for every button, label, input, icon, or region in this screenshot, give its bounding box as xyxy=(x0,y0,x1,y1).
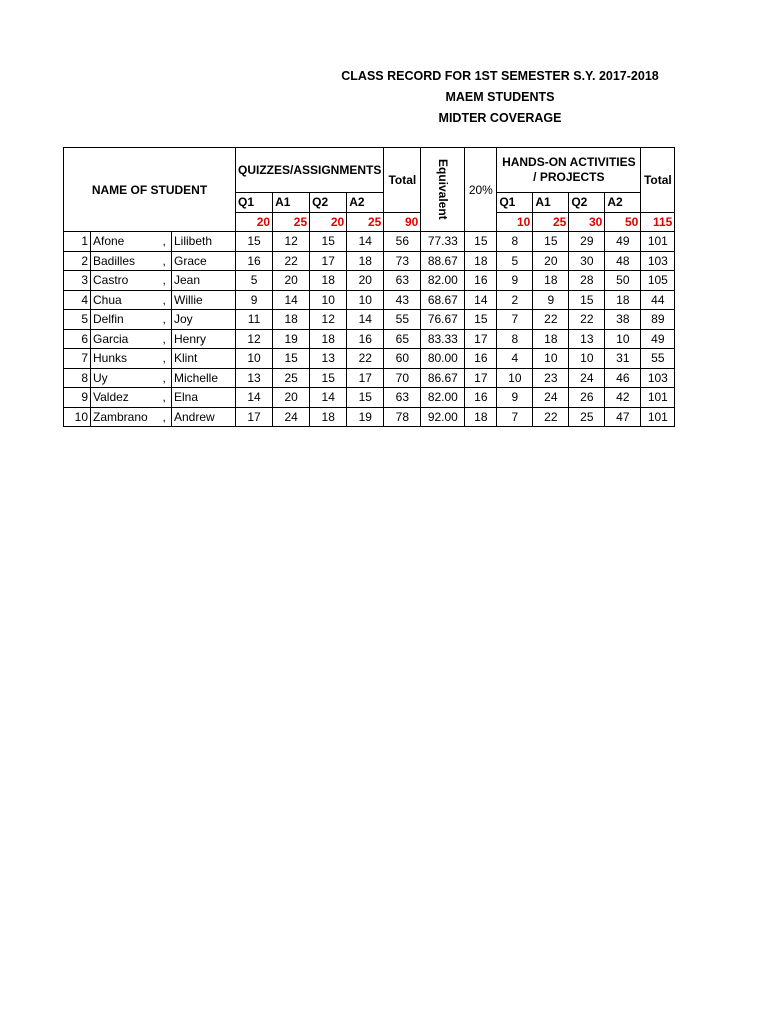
student-rows xyxy=(64,232,675,427)
score-ho-q2: 25 xyxy=(569,407,605,427)
score-ho-a2: 10 xyxy=(605,329,641,349)
score-qa-a2: 20 xyxy=(347,271,384,291)
score-qa-total: 78 xyxy=(384,407,421,427)
score-ho-q1: 7 xyxy=(497,407,533,427)
score-qa-total: 56 xyxy=(384,232,421,252)
score-qa-a1: 24 xyxy=(273,407,310,427)
score-qa-q2: 18 xyxy=(310,271,347,291)
score-qa-a2: 18 xyxy=(347,251,384,271)
student-number: 2 xyxy=(64,251,91,271)
student-number: 7 xyxy=(64,349,91,369)
student-row xyxy=(64,232,675,252)
student-first-name: Klint xyxy=(172,349,236,369)
score-qa-a1: 18 xyxy=(273,310,310,330)
max-qa-a1: 25 xyxy=(273,212,310,232)
score-equivalent: 82.00 xyxy=(421,271,465,291)
max-ho-a2: 50 xyxy=(605,212,641,232)
score-ho-q1: 9 xyxy=(497,271,533,291)
score-qa-q2: 10 xyxy=(310,290,347,310)
score-qa-q1: 9 xyxy=(236,290,273,310)
student-row xyxy=(64,349,675,369)
score-qa-q2: 12 xyxy=(310,310,347,330)
score-ho-a2: 47 xyxy=(605,407,641,427)
name-separator: , xyxy=(159,349,172,369)
student-first-name: Henry xyxy=(172,329,236,349)
score-qa-a1: 25 xyxy=(273,368,310,388)
student-row xyxy=(64,368,675,388)
student-last-name: Garcia xyxy=(91,329,159,349)
score-equivalent: 77.33 xyxy=(421,232,465,252)
name-separator: , xyxy=(159,232,172,252)
score-ho-q2: 13 xyxy=(569,329,605,349)
student-number: 6 xyxy=(64,329,91,349)
student-row xyxy=(64,388,675,408)
student-last-name: Valdez xyxy=(91,388,159,408)
student-first-name: Joy xyxy=(172,310,236,330)
score-equivalent: 92.00 xyxy=(421,407,465,427)
score-qa-a1: 12 xyxy=(273,232,310,252)
score-ho-q1: 7 xyxy=(497,310,533,330)
score-ho-total: 103 xyxy=(641,251,675,271)
qa-col-a2: A2 xyxy=(347,193,384,213)
qa-col-a1: A1 xyxy=(273,193,310,213)
score-qa-a2: 14 xyxy=(347,310,384,330)
score-equivalent: 88.67 xyxy=(421,251,465,271)
score-ho-q1: 8 xyxy=(497,232,533,252)
score-qa-total: 60 xyxy=(384,349,421,369)
score-equivalent: 76.67 xyxy=(421,310,465,330)
score-equivalent: 83.33 xyxy=(421,329,465,349)
score-qa-a1: 20 xyxy=(273,271,310,291)
student-last-name: Hunks xyxy=(91,349,159,369)
score-ho-total: 101 xyxy=(641,388,675,408)
score-qa-q2: 13 xyxy=(310,349,347,369)
score-qa-q1: 14 xyxy=(236,388,273,408)
student-first-name: Elna xyxy=(172,388,236,408)
qa-total-header: Total xyxy=(384,148,421,213)
score-qa-a1: 20 xyxy=(273,388,310,408)
hands-on-header xyxy=(497,148,641,193)
student-number: 1 xyxy=(64,232,91,252)
score-ho-q2: 10 xyxy=(569,349,605,369)
score-ho-total: 89 xyxy=(641,310,675,330)
score-ho-total: 101 xyxy=(641,232,675,252)
score-ho-a2: 31 xyxy=(605,349,641,369)
score-qa-q2: 18 xyxy=(310,329,347,349)
score-ho-a1: 22 xyxy=(533,310,569,330)
score-ho-q2: 22 xyxy=(569,310,605,330)
score-ho-a1: 23 xyxy=(533,368,569,388)
score-qa-q2: 14 xyxy=(310,388,347,408)
title-line-3: MIDTER COVERAGE xyxy=(438,111,562,125)
score-qa-total: 70 xyxy=(384,368,421,388)
student-last-name: Badilles xyxy=(91,251,159,271)
score-ho-a1: 15 xyxy=(533,232,569,252)
student-first-name: Willie xyxy=(172,290,236,310)
score-ho-total: 105 xyxy=(641,271,675,291)
score-qa-q2: 15 xyxy=(310,368,347,388)
student-row xyxy=(64,310,675,330)
name-separator: , xyxy=(159,388,172,408)
score-ho-q2: 30 xyxy=(569,251,605,271)
score-ho-a1: 9 xyxy=(533,290,569,310)
student-first-name: Michelle xyxy=(172,368,236,388)
score-qa-total: 43 xyxy=(384,290,421,310)
student-number: 5 xyxy=(64,310,91,330)
score-ho-a2: 48 xyxy=(605,251,641,271)
score-ho-q2: 28 xyxy=(569,271,605,291)
score-percent: 18 xyxy=(465,251,497,271)
student-number: 4 xyxy=(64,290,91,310)
student-last-name: Uy xyxy=(91,368,159,388)
student-row xyxy=(64,271,675,291)
score-ho-total: 101 xyxy=(641,407,675,427)
score-ho-total: 103 xyxy=(641,368,675,388)
student-row xyxy=(64,290,675,310)
name-separator: , xyxy=(159,310,172,330)
score-equivalent: 68.67 xyxy=(421,290,465,310)
max-ho-a1: 25 xyxy=(533,212,569,232)
score-qa-total: 63 xyxy=(384,388,421,408)
score-ho-a2: 46 xyxy=(605,368,641,388)
qa-col-q2: Q2 xyxy=(310,193,347,213)
score-ho-total: 44 xyxy=(641,290,675,310)
score-qa-q1: 12 xyxy=(236,329,273,349)
score-qa-a1: 15 xyxy=(273,349,310,369)
max-ho-total: 115 xyxy=(641,212,675,232)
name-separator: , xyxy=(159,251,172,271)
score-ho-a1: 10 xyxy=(533,349,569,369)
ho-total-header: Total xyxy=(641,148,675,213)
score-qa-q2: 15 xyxy=(310,232,347,252)
student-number: 10 xyxy=(64,407,91,427)
student-first-name: Grace xyxy=(172,251,236,271)
score-qa-a2: 15 xyxy=(347,388,384,408)
score-qa-total: 63 xyxy=(384,271,421,291)
score-percent: 15 xyxy=(465,232,497,252)
score-equivalent: 80.00 xyxy=(421,349,465,369)
hands-on-label: HANDS-ON ACTIVITIES / PROJECTS xyxy=(502,155,636,184)
student-last-name: Afone xyxy=(91,232,159,252)
score-qa-a1: 22 xyxy=(273,251,310,271)
student-last-name: Delfin xyxy=(91,310,159,330)
score-ho-q1: 5 xyxy=(497,251,533,271)
quizzes-assignments-header: QUIZZES/ASSIGNMENTS xyxy=(236,148,384,193)
score-percent: 15 xyxy=(465,310,497,330)
student-last-name: Chua xyxy=(91,290,159,310)
score-qa-total: 65 xyxy=(384,329,421,349)
name-of-student-header: NAME OF STUDENT xyxy=(64,148,236,232)
max-ho-q1: 10 xyxy=(497,212,533,232)
percent-header: 20% xyxy=(465,148,497,232)
score-qa-a2: 16 xyxy=(347,329,384,349)
name-separator: , xyxy=(159,407,172,427)
student-row xyxy=(64,329,675,349)
score-qa-q1: 16 xyxy=(236,251,273,271)
score-qa-a2: 17 xyxy=(347,368,384,388)
score-ho-total: 49 xyxy=(641,329,675,349)
score-qa-a2: 22 xyxy=(347,349,384,369)
max-qa-a2: 25 xyxy=(347,212,384,232)
student-number: 3 xyxy=(64,271,91,291)
student-number: 9 xyxy=(64,388,91,408)
score-equivalent: 86.67 xyxy=(421,368,465,388)
title-block xyxy=(300,66,700,129)
score-ho-a1: 24 xyxy=(533,388,569,408)
score-qa-q1: 11 xyxy=(236,310,273,330)
score-ho-q1: 4 xyxy=(497,349,533,369)
score-ho-q2: 29 xyxy=(569,232,605,252)
score-ho-q2: 15 xyxy=(569,290,605,310)
name-separator: , xyxy=(159,290,172,310)
score-percent: 18 xyxy=(465,407,497,427)
score-ho-q1: 10 xyxy=(497,368,533,388)
score-percent: 16 xyxy=(465,349,497,369)
score-ho-a2: 49 xyxy=(605,232,641,252)
score-qa-a1: 19 xyxy=(273,329,310,349)
name-separator: , xyxy=(159,368,172,388)
max-qa-total: 90 xyxy=(384,212,421,232)
score-qa-q1: 10 xyxy=(236,349,273,369)
student-last-name: Castro xyxy=(91,271,159,291)
score-qa-q2: 17 xyxy=(310,251,347,271)
score-percent: 17 xyxy=(465,329,497,349)
score-ho-total: 55 xyxy=(641,349,675,369)
score-ho-a2: 50 xyxy=(605,271,641,291)
equivalent-header xyxy=(421,148,465,232)
qa-col-q1: Q1 xyxy=(236,193,273,213)
score-qa-a2: 14 xyxy=(347,232,384,252)
score-ho-q1: 2 xyxy=(497,290,533,310)
student-row xyxy=(64,251,675,271)
score-qa-q1: 17 xyxy=(236,407,273,427)
name-separator: , xyxy=(159,271,172,291)
score-ho-q1: 9 xyxy=(497,388,533,408)
title-line-1: CLASS RECORD FOR 1ST SEMESTER S.Y. 2017-2018 xyxy=(341,69,659,83)
score-ho-a2: 18 xyxy=(605,290,641,310)
score-ho-a2: 38 xyxy=(605,310,641,330)
max-qa-q2: 20 xyxy=(310,212,347,232)
ho-col-q2: Q2 xyxy=(569,193,605,213)
score-qa-a2: 19 xyxy=(347,407,384,427)
score-ho-a1: 22 xyxy=(533,407,569,427)
score-qa-q1: 15 xyxy=(236,232,273,252)
score-qa-q1: 13 xyxy=(236,368,273,388)
ho-col-a1: A1 xyxy=(533,193,569,213)
ho-col-q1: Q1 xyxy=(497,193,533,213)
score-qa-q1: 5 xyxy=(236,271,273,291)
student-first-name: Andrew xyxy=(172,407,236,427)
score-qa-total: 73 xyxy=(384,251,421,271)
score-percent: 17 xyxy=(465,368,497,388)
max-ho-q2: 30 xyxy=(569,212,605,232)
student-number: 8 xyxy=(64,368,91,388)
score-ho-a1: 18 xyxy=(533,329,569,349)
score-qa-a2: 10 xyxy=(347,290,384,310)
name-separator: , xyxy=(159,329,172,349)
score-ho-a1: 18 xyxy=(533,271,569,291)
score-percent: 16 xyxy=(465,388,497,408)
title-line-2: MAEM STUDENTS xyxy=(445,90,555,104)
score-ho-q2: 26 xyxy=(569,388,605,408)
score-equivalent: 82.00 xyxy=(421,388,465,408)
score-ho-a1: 20 xyxy=(533,251,569,271)
student-row xyxy=(64,407,675,427)
score-ho-a2: 42 xyxy=(605,388,641,408)
score-qa-total: 55 xyxy=(384,310,421,330)
score-ho-q1: 8 xyxy=(497,329,533,349)
score-ho-q2: 24 xyxy=(569,368,605,388)
score-qa-q2: 18 xyxy=(310,407,347,427)
equivalent-label: Equivalent xyxy=(435,159,450,220)
score-qa-a1: 14 xyxy=(273,290,310,310)
student-first-name: Jean xyxy=(172,271,236,291)
class-record-table xyxy=(63,147,675,427)
score-percent: 14 xyxy=(465,290,497,310)
student-first-name: Lilibeth xyxy=(172,232,236,252)
max-qa-q1: 20 xyxy=(236,212,273,232)
score-percent: 16 xyxy=(465,271,497,291)
ho-col-a2: A2 xyxy=(605,193,641,213)
student-last-name: Zambrano xyxy=(91,407,159,427)
